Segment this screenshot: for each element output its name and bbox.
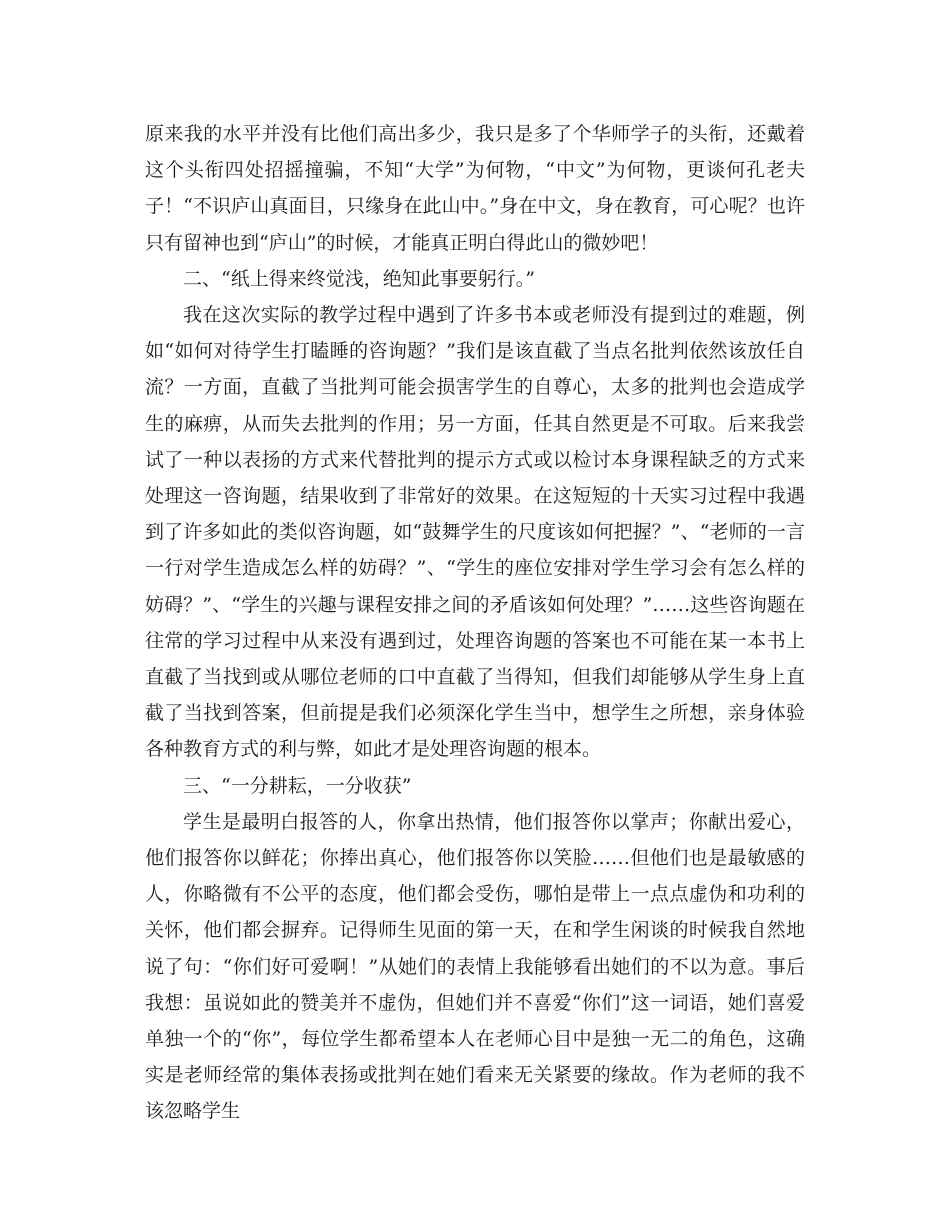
paragraph-1: 原来我的水平并没有比他们高出多少，我只是多了个华师学子的头衔，还戴着这个头衔四处招摇撞骗，不知“大学”为何物，“中文”为何物，更谈何孔老夫子！“不识庐山真面目，只缘身在此山中。”身在中文，身在教育，可心呢？也许只有留神也到“庐山”的时候，才能真正明白得此山的微妙吧！ [145, 123, 805, 254]
document-body [145, 116, 805, 1130]
paragraph-3: 学生是最明白报答的人，你拿出热情，他们报答你以掌声；你献出爱心，他们报答你以鲜花；你捧出真心，他们报答你以笑脸……但他们也是最敏感的人，你略微有不公平的态度，他们都会受伤，哪怕是带上一点点虚伪和功利的关怀，他们都会摒弃。记得师生见面的第一天，在和学生闲谈的时候我自然地说了句：“你们好可爱啊！”从她们的表情上我能够看出她们的不以为意。事后我想：虽说如此的赞美并不虚伪，但她们并不喜爱“你们”这一词语，她们喜爱单独一个的“你”，每位学生都希望本人在老师心目中是独一无二的角色，这确实是老师经常的集体表扬或批判在她们看来无关紧要的缘故。作为老师的我不该忽略学生 [145, 810, 805, 1123]
section-heading-3: 三、“一分耕耘，一分收获” [183, 774, 412, 797]
section-heading-2: 二、“纸上得来终觉浅，绝知此事要躬行。” [183, 267, 535, 290]
paragraph-2: 我在这次实际的教学过程中遇到了许多书本或老师没有提到过的难题，例如“如何对待学生打瞌睡的咨询题？”我们是该直截了当点名批判依然该放任自流？一方面，直截了当批判可能会损害学生的自尊心，太多的批判也会造成学生的麻痹，从而失去批判的作用；另一方面，任其自然更是不可取。后来我尝试了一种以表扬的方式来代替批判的提示方式或以检讨本身课程缺乏的方式来处理这一咨询题，结果收到了非常好的效果。在这短短的十天实习过程中我遇到了许多如此的类似咨询题，如“鼓舞学生的尺度该如何把握？”、“老师的一言一行对学生造成怎么样的妨碍？”、“学生的座位安排对学生学习会有怎么样的妨碍？”、“学生的兴趣与课程安排之间的矛盾该如何处理？”……这些咨询题在往常的学习过程中从来没有遇到过，处理咨询题的答案也不可能在某一本书上直截了当找到或从哪位老师的口中直截了当得知，但我们却能够从学生身上直截了当找到答案，但前提是我们必须深化学生当中，想学生之所想，亲身体验各种教育方式的利与弊，如此才是处理咨询题的根本。 [145, 304, 805, 761]
